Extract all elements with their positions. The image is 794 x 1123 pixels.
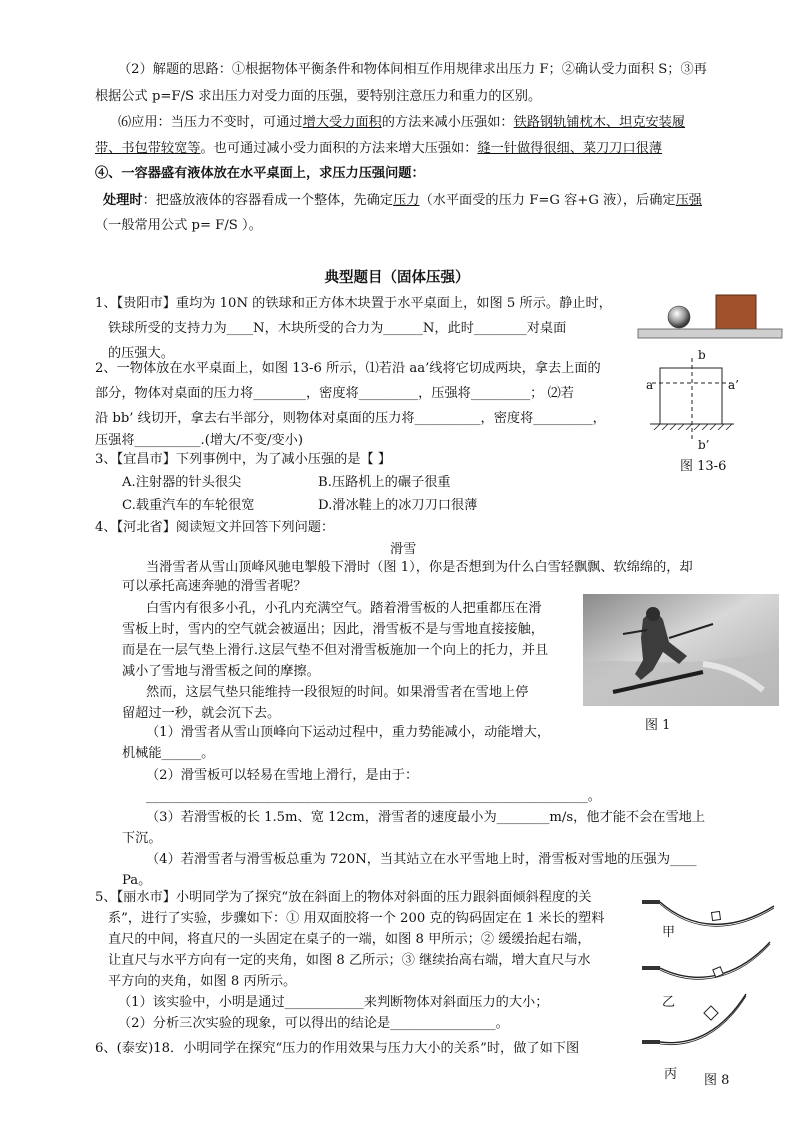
underlined-text: 增大受力面积: [302, 115, 382, 130]
q5-line-2: 系”，进行了实验，步骤如下：① 用双面胶将一个 200 克的钩码固定在 1 米长的塑料: [108, 911, 605, 926]
q4-sub-4-b: Pa。: [122, 873, 152, 888]
label-a: a: [646, 378, 654, 392]
q6-line-1: 6、(泰安)18．小明同学在探究“压力的作用效果与压力大小的关系”时，做了如下图: [95, 1041, 580, 1056]
q4-p2-a: 白雪内有很多小孔，小孔内充满空气。踏着滑雪板的人把重都压在滑: [146, 601, 542, 616]
underlined-text: 压力: [393, 193, 420, 208]
label-jia: 甲: [662, 925, 676, 940]
figure-1-caption: 图 1: [645, 718, 671, 733]
label-a-prime: a’: [728, 378, 739, 392]
q3-option-d: D.滑冰鞋上的冰刀刀口很薄: [318, 498, 478, 513]
q1-line-2: 铁球所受的支持力为____N，木块所受的合力为______N，此时________对桌面: [108, 321, 567, 336]
intro-line-7: （一般常用公式 p= F/S ）。: [95, 218, 262, 233]
text: 。也可通过减小受力面积的方法来增大压强如：: [200, 141, 478, 156]
intro-line-2: 根据公式 p=F/S 求出压力对受力面的压强，要特别注意压力和重力的区别。: [95, 89, 542, 104]
q5-line-5: 平方向的夹角，如图 8 丙所示。: [108, 974, 297, 989]
q5-line-4: 让直尺与水平方向有一定的夹角，如图 8 乙所示；③ 继续抬高右端，增大直尺与水: [108, 953, 591, 968]
q3-option-c: C.载重汽车的车轮很宽: [122, 498, 255, 513]
figure-8-caption: 图 8: [704, 1073, 730, 1088]
intro-heading-liquid: ④、一容器盛有液体放在水平桌面上，求压力压强问题：: [95, 166, 425, 181]
q4-sub-1-a: （1）滑雪者从雪山顶峰向下运动过程中，重力势能减小，动能增大，: [146, 725, 551, 740]
underlined-text: 缝一针做得很细、菜刀刀口很薄: [477, 141, 663, 156]
q4-p2-c: 而是在一层气垫上滑行.这层气垫不但对滑雪板施加一个向上的托力，并且: [122, 643, 549, 658]
q4-sub-2-a: （2）滑雪板可以轻易在雪地上滑行，是由于：: [146, 768, 419, 783]
section-title: [0, 269, 794, 287]
text: ⑹应用：当压力不变时，可通过: [118, 115, 303, 130]
label-bing: 丙: [664, 1067, 678, 1082]
section-title-text: 典型题目（固体压强）: [324, 269, 470, 286]
text: ：把盛放液体的容器看成一个整体，先确定: [142, 193, 394, 208]
q4-sub-1-b: 机械能______。: [122, 746, 215, 761]
q3-line-1: 3、【宜昌市】下列事例中，为了减小压强的是【 】: [95, 452, 392, 467]
figure-13-6-block: [642, 350, 742, 455]
q5-sub-2: （2）分析三次实验的现象，可以得出的结论是________________。: [118, 1016, 509, 1031]
q4-p2-d: 减小了雪地与滑雪板之间的摩擦。: [122, 664, 320, 679]
underlined-text: 带、书包带较宽等: [95, 141, 201, 156]
q5-line-3: 直尺的中间，将直尺的一头固定在桌子的一端，如图 8 甲所示；② 缓缓抬起右端，: [108, 932, 591, 947]
text: （水平面受的压力 F=G 容+G 液），后确定: [419, 193, 676, 208]
q4-p1-b: 可以承托高速奔驰的滑雪者呢？: [122, 579, 307, 594]
label-b: b: [698, 348, 706, 362]
q2-line-1: 2、一物体放在水平桌面上，如图 13-6 所示，⑴若沿 aa’线将它切成两块，拿去上面的: [95, 361, 601, 376]
bold-text: 处理时: [103, 193, 143, 208]
q4-sub-2-b: ___________________________________________________________________。: [146, 789, 601, 804]
q3-option-b: B.压路机上的碾子很重: [318, 475, 451, 490]
q2-line-2: 部分，物体对桌面的压力将________，密度将_________，压强将_________； ⑵若: [95, 386, 574, 401]
q4-p3-a: 然而，这层气垫只能维持一段很短的时间。如果滑雪者在雪地上停: [146, 685, 529, 700]
intro-line-4: [95, 140, 662, 158]
q4-p2-b: 雪板上时，雪内的空气就会被逼出；因此，滑雪板不是与雪地直接接触，: [122, 622, 544, 637]
intro-line-3: [118, 114, 685, 132]
figure-5-ball-and-block: [636, 290, 784, 340]
q5-sub-1: （1）该实验中，小明是通过____________来判断物体对斜面压力的大小；: [118, 995, 549, 1010]
q4-p1-a: 当滑雪者从雪山顶峰风驰电掣般下滑时（图 1），你是否想到为什么白雪轻飘飘、软绵绵的，却: [146, 560, 693, 575]
q4-passage-title: 滑雪: [390, 542, 417, 557]
label-yi: 乙: [662, 995, 676, 1010]
q4-sub-4-a: （4）若滑雪者与滑雪板总重为 720N，当其站立在水平雪地上时，滑雪板对雪地的压强为____: [146, 852, 697, 867]
text: 的方法来减小压强如：: [381, 115, 514, 130]
q1-line-3: 的压强大。: [108, 346, 174, 361]
q2-line-3: 沿 bb’ 线切开，拿去右半部分，则物体对桌面的压力将__________，密度将_________，: [95, 411, 606, 426]
figure-8-ruler-experiment: [642, 882, 782, 1092]
q4-p3-b: 留超过一秒，就会沉下去。: [122, 706, 281, 721]
q4-sub-3-a: （3）若滑雪板的长 1.5m、宽 12cm，滑雪者的速度最小为________m/s，他才能不会在雪地上: [146, 810, 706, 825]
figure-13-6-caption: 图 13-6: [680, 459, 727, 474]
underlined-text: 铁路钢轨铺枕木、坦克安装履: [513, 115, 686, 130]
q1-line-1: 1、【贵阳市】重均为 10N 的铁球和正方体木块置于水平桌面上，如图 5 所示。静止时，: [95, 296, 612, 311]
underlined-text: 压强: [675, 193, 702, 208]
q3-option-a: A.注射器的针头很尖: [122, 475, 242, 490]
intro-line-6: [103, 192, 702, 210]
q4-sub-3-b: 下沉。: [122, 831, 162, 846]
q5-line-1: 5、【丽水市】小明同学为了探究“放在斜面上的物体对斜面的压力跟斜面倾斜程度的关: [95, 890, 592, 905]
q2-line-4: 压强将__________.(增大/不变/变小): [95, 433, 303, 448]
intro-line-1: （2）解题的思路：①根据物体平衡条件和物体间相互作用规律求出压力 F；②确认受力面积 S；③再: [118, 62, 707, 77]
figure-1-skier-photo: [583, 594, 779, 706]
label-b-prime: b’: [698, 438, 710, 452]
q4-line-1: 4、【河北省】阅读短文并回答下列问题：: [95, 520, 335, 535]
